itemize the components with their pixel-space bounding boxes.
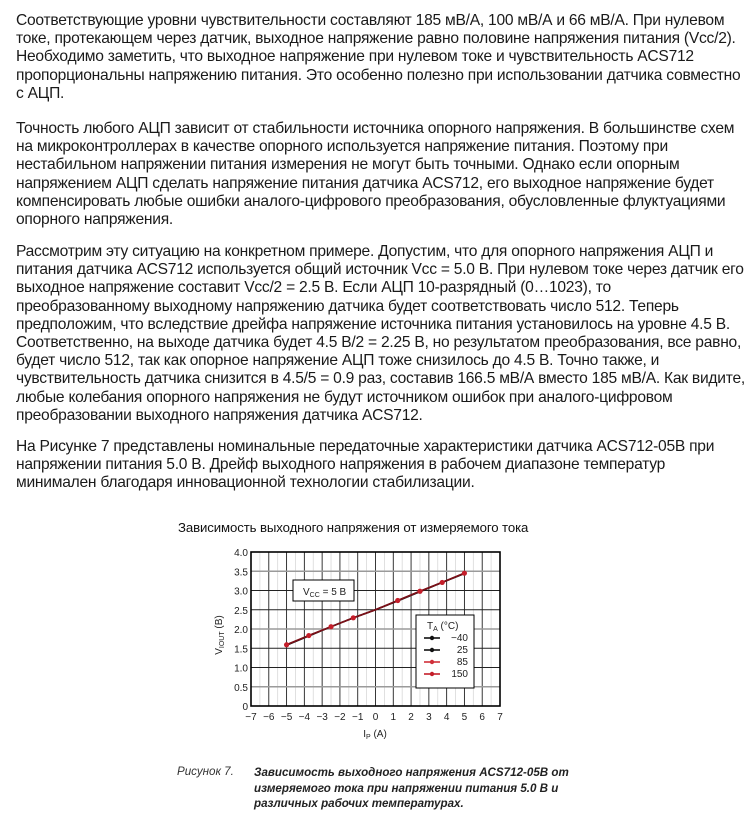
svg-text:−1: −1 bbox=[352, 712, 364, 723]
svg-text:1: 1 bbox=[390, 712, 397, 723]
y-axis-ticks bbox=[234, 548, 248, 713]
x-axis-ticks bbox=[245, 712, 503, 723]
svg-text:150: 150 bbox=[451, 669, 468, 680]
svg-text:5: 5 bbox=[461, 712, 468, 723]
transfer-chart bbox=[200, 540, 510, 750]
svg-text:−4: −4 bbox=[298, 712, 311, 723]
svg-text:2: 2 bbox=[408, 712, 414, 723]
svg-text:−6: −6 bbox=[263, 712, 275, 723]
svg-text:25: 25 bbox=[456, 645, 468, 656]
svg-text:TA (°C): $T_A$ (°C) bbox=[427, 621, 459, 633]
svg-text:2.0: 2.0 bbox=[234, 625, 248, 636]
paragraph-sensitivity: Соответствующие уровни чувствительности составляют 185 мВ/А, 100 мВ/А и 66 мВ/А. При нулевом токе, протекающем через датчик, выходное напряжение равно половине напряжения питания (Vcc/2). Необходимо заметить, что выходное напряжение при нулевом токе и чувствительность ACS712 пропорциональны напряжению питания. Это особенно полезно при использовании датчика совместно с АЦП. bbox=[16, 12, 741, 102]
x-axis-label: $I_P$ (A) bbox=[363, 729, 387, 741]
chart-legend bbox=[416, 615, 474, 688]
svg-text:2.5: 2.5 bbox=[234, 605, 248, 617]
svg-text:6: 6 bbox=[479, 712, 485, 723]
figure-title: Зависимость выходного напряжения от измеряемого тока bbox=[178, 520, 529, 535]
svg-text:−5: −5 bbox=[280, 712, 293, 723]
svg-text:4.0: 4.0 bbox=[234, 548, 248, 559]
svg-text:1.5: 1.5 bbox=[234, 644, 248, 656]
vcc-annotation bbox=[293, 580, 354, 601]
paragraph-example: Рассмотрим эту ситуацию на конкретном примере. Допустим, что для опорного напряжения АЦП и питания датчика ACS712 используется общий источник Vcc = 5.0 В. При нулевом токе через датчик его выходное напряжение составит Vcc/2 = 2.5 В. Если АЦП 10-разрядный (0…1023), то преобразованному выходному напряжению датчика будет соответствовать число 512. Теперь предположим, что вследствие дрейфа напряжение источника питания установилось на уровне 4.5 В. Соответственно, на выходе датчика будет 4.5 В/2 = 2.25 В, но результатом преобразования, все равно, будет число 512, так как опорное напряжение АЦП тоже снизилось до 4.5 В. Точно также, и чувствительность датчика снизится в 4.5/5 = 0.9 раз, составив 166.5 мВ/А вместо 185 мВ/А. Как видите, любые колебания опорного напряжения не будут источником ошибок при аналого-цифровом преобразовании выходного напряжения датчика ACS712. bbox=[16, 243, 745, 424]
svg-text:3.5: 3.5 bbox=[234, 567, 248, 579]
svg-text:0: 0 bbox=[242, 702, 248, 713]
svg-text:−40: −40 bbox=[451, 633, 468, 644]
svg-text:7: 7 bbox=[497, 712, 503, 723]
svg-text:−2: −2 bbox=[334, 712, 346, 723]
svg-text:−7: −7 bbox=[245, 712, 257, 723]
svg-text:VCC = 5 В: $V_{CC} = 5$ В bbox=[303, 587, 347, 599]
svg-text:3: 3 bbox=[426, 712, 432, 723]
svg-text:4: 4 bbox=[443, 712, 450, 723]
svg-text:−3: −3 bbox=[316, 712, 328, 723]
svg-text:0.5: 0.5 bbox=[234, 682, 248, 694]
paragraph-figure-intro: На Рисунке 7 представлены номинальные передаточные характеристики датчика ACS712-05B при напряжении питания 5.0 В. Дрейф выходного напряжения в рабочем диапазоне температур минимален благодаря инновационной технологии стабилизации. bbox=[16, 438, 715, 492]
paragraph-adc-accuracy: Точность любого АЦП зависит от стабильности источника опорного напряжения. В большинстве схем на микроконтроллерах в качестве опорного используется напряжение питания. Поэтому при нестабильном напряжении питания измерения не могут быть точными. Однако если опорным напряжением АЦП сделать напряжение питания датчика ACS712, его выходное напряжение будет компенсировать любые ошибки аналого-цифрового преобразования, обусловленные флуктуациями опорного напряжения. bbox=[16, 120, 735, 229]
figure-caption-label: Рисунок 7. bbox=[177, 765, 234, 778]
y-axis-label: $V_{IOUT}$ (В) bbox=[214, 615, 226, 655]
figure-caption-text: Зависимость выходного напряжения ACS712-05B от измеряемого тока при напряжении питания 5.0 В и различных рабочих температурах. bbox=[254, 766, 569, 810]
svg-text:3.0: 3.0 bbox=[234, 586, 248, 598]
svg-text:1.0: 1.0 bbox=[234, 663, 248, 675]
svg-text:85: 85 bbox=[456, 657, 468, 668]
svg-text:0: 0 bbox=[372, 712, 379, 723]
